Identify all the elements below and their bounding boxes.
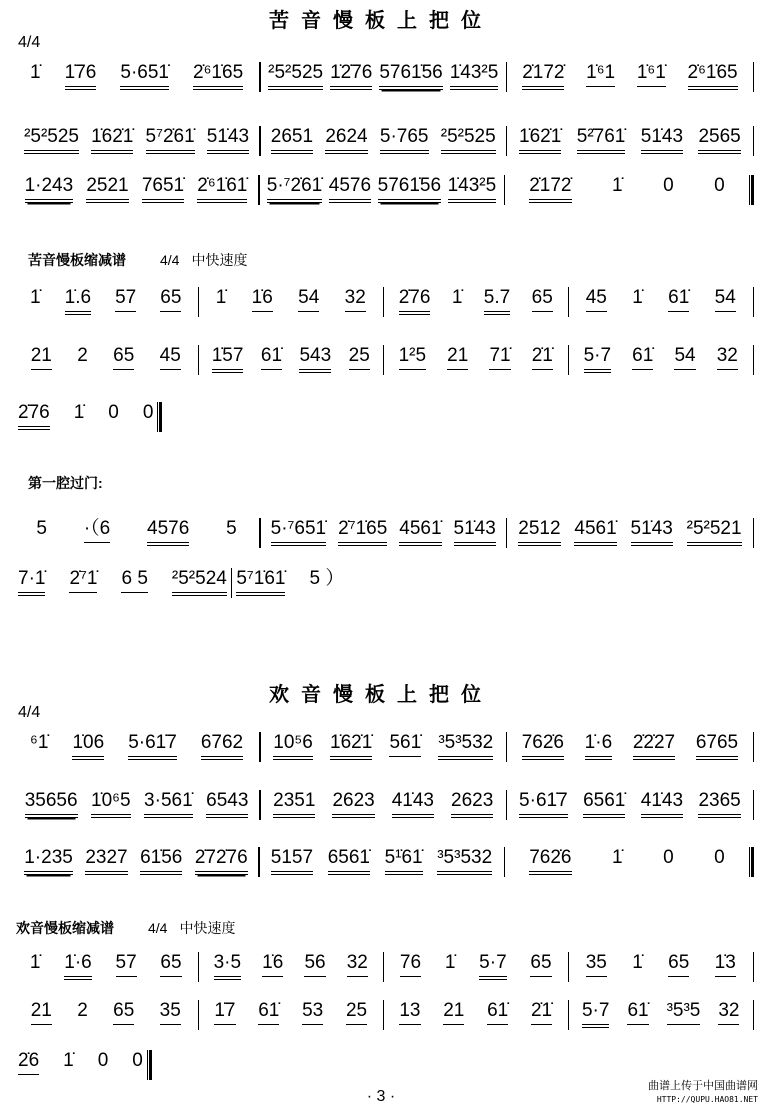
note-group: ⁶1̇ <box>30 732 49 753</box>
note-group: 1̇43²5 <box>448 175 497 203</box>
measure <box>232 568 348 596</box>
barline <box>753 126 755 156</box>
note-group: 6 5 <box>121 568 147 593</box>
staff-line <box>14 518 754 548</box>
note-group: 1̇ <box>29 952 41 973</box>
note-group: 1̇0⁶5 <box>91 790 131 818</box>
note-group: 1̇ <box>63 1050 74 1071</box>
measure <box>507 790 752 818</box>
staff-line <box>14 790 754 820</box>
note-group: 2̇⁶1̇61̇ <box>197 175 247 203</box>
note-group: 2565 <box>698 126 740 154</box>
note-group: ³5³532 <box>437 847 492 875</box>
section-heading: 苦音慢板缩减谱 <box>28 252 126 268</box>
note-group: 61̇ <box>627 1000 648 1025</box>
note-group: 2̇6 <box>18 1050 39 1075</box>
note-group: 51̇43 <box>641 126 683 154</box>
note-group: ³5³5 <box>667 1000 701 1025</box>
note-group: 4576 <box>147 518 189 546</box>
note-group: 2365 <box>698 790 740 818</box>
note-group: 32 <box>345 287 366 312</box>
note-group: 2 <box>77 1000 88 1021</box>
note-group: 5²̇761̇ <box>577 126 626 154</box>
measure <box>384 345 568 370</box>
note-group: 2̇76 <box>18 402 50 430</box>
note-group: 0 <box>714 847 725 868</box>
note-group: 65 <box>160 952 181 977</box>
note-group: 5·651̇ <box>120 62 169 90</box>
note-group: 1̇ <box>444 952 456 973</box>
note-group: 32 <box>717 345 738 370</box>
note-group: 2̇1̇ <box>531 1000 552 1025</box>
measure <box>507 62 752 90</box>
note-group: 1̇ <box>612 175 623 196</box>
note-group: 5⁷2̇61̇ <box>146 126 195 154</box>
note-group: 7·1̇ <box>18 568 45 596</box>
note-group: 21 <box>31 1000 52 1025</box>
note-group: ²5²524 <box>172 568 227 596</box>
note-group: 53 <box>302 1000 323 1025</box>
note-group: 51̇43 <box>454 518 496 546</box>
note-group: 5·61̇7 <box>128 732 177 760</box>
note-group: 1̇⁶1 <box>586 62 615 87</box>
note-group: ²5²525 <box>268 62 323 90</box>
note-group: 65 <box>530 952 551 977</box>
final-barline <box>749 175 754 205</box>
barline <box>753 287 755 317</box>
note-group: 1̇62̇1̇ <box>91 126 133 154</box>
note-group: 0 <box>108 402 119 423</box>
note-group: 1̇ <box>451 287 463 308</box>
final-barline <box>157 402 162 432</box>
note-group: 1̇.6 <box>65 287 91 315</box>
note-group: 1̇7 <box>214 1000 235 1025</box>
measure <box>14 175 258 203</box>
note-group: 41̇43 <box>641 790 683 818</box>
measure <box>14 126 259 154</box>
note-group: 32 <box>347 952 368 977</box>
note-group: 2̇⁶1̇65 <box>688 62 738 90</box>
note-group: 5·61̇7 <box>519 790 568 818</box>
barline <box>753 518 755 548</box>
note-group: 5¹̇61̇ <box>385 847 423 875</box>
note-group: 1̇2̇76 <box>330 62 372 90</box>
note-group: 1̇ <box>632 952 643 973</box>
note-group: 57 <box>115 287 136 312</box>
measure <box>261 790 506 818</box>
staff-line <box>14 175 754 205</box>
tempo-marking: 中快速度 <box>179 920 236 936</box>
note-group: 21 <box>31 345 52 370</box>
note-group: 1̇3 <box>715 952 736 977</box>
note-group: 561̇ <box>389 732 421 757</box>
measure <box>14 568 231 596</box>
staff-line <box>14 732 754 762</box>
measure <box>507 518 752 546</box>
note-group: ²5²521 <box>687 518 742 546</box>
section-heading: 欢音慢板缩减谱 <box>16 920 114 936</box>
staff-line <box>14 1000 754 1030</box>
watermark <box>648 1080 758 1106</box>
note-group: 5·765 <box>380 126 429 154</box>
note-group: 65 <box>668 952 689 977</box>
note-group: ·（6 <box>84 518 110 543</box>
note-group: 5761̇56 <box>379 62 442 90</box>
note-group: 0 <box>97 1050 109 1071</box>
note-group: 4561̇ <box>399 518 441 546</box>
measure <box>384 952 568 980</box>
note-group: ³5³532 <box>438 732 493 760</box>
note-group: 1²5 <box>399 345 426 370</box>
note-group: 51̇43 <box>207 126 249 154</box>
section-header <box>28 250 259 270</box>
measure <box>384 1000 568 1025</box>
note-group: 10⁵6 <box>273 732 313 760</box>
note-group: 61̇ <box>487 1000 508 1025</box>
note-group: 6561̇ <box>328 847 370 875</box>
note-group: 2624 <box>325 126 367 154</box>
note-group: 5·7 <box>584 345 611 373</box>
note-group: 1̇ <box>30 62 41 83</box>
time-signature: 4/4 <box>148 920 168 936</box>
measure <box>261 62 506 90</box>
note-group: 35656 <box>25 790 78 818</box>
note-group: 543 <box>299 345 331 373</box>
time-signature: 4/4 <box>18 34 41 51</box>
barline <box>753 952 755 982</box>
note-group: 1̇62̇1̇ <box>519 126 561 154</box>
final-barline <box>147 1050 152 1080</box>
measure <box>507 732 752 760</box>
measure <box>505 175 749 203</box>
barline <box>753 1000 755 1030</box>
measure <box>14 847 258 875</box>
note-group: 2 <box>77 345 88 366</box>
tempo-marking: 中快速度 <box>191 252 248 268</box>
note-group: 5·⁷651̇ <box>271 518 326 546</box>
note-group: 0 <box>714 175 725 196</box>
measure <box>569 1000 753 1028</box>
note-group: 2̇⁷1̇ <box>69 568 97 593</box>
measure <box>199 1000 383 1025</box>
note-group: 7651̇ <box>142 175 184 203</box>
measure <box>14 790 259 818</box>
note-group: 1̇6 <box>252 287 273 312</box>
note-group: 1̇·6 <box>64 952 91 980</box>
note-group: 57 <box>116 952 137 977</box>
staff-line <box>14 62 754 92</box>
measure <box>260 847 504 875</box>
barline <box>753 732 755 762</box>
note-group: 0 <box>663 175 674 196</box>
note-group: 5157 <box>271 847 313 875</box>
note-group: 5 ） <box>309 568 345 589</box>
note-group: 61̇56 <box>140 847 182 875</box>
note-group: 35 <box>160 1000 181 1025</box>
note-group: 1̇62̇1̇ <box>330 732 372 760</box>
note-group: 56 <box>304 952 325 977</box>
note-group: 5⁷1̇61̇ <box>236 568 285 596</box>
note-group: 1̇06 <box>72 732 104 760</box>
barline <box>753 62 755 92</box>
note-group: 3·5 <box>214 952 241 980</box>
page-number: · 3 · <box>366 1088 396 1105</box>
note-group: 2̇1̇ <box>532 345 553 370</box>
measure <box>384 287 568 315</box>
note-group: 2623 <box>332 790 374 818</box>
note-group: 76 <box>400 952 421 977</box>
final-barline <box>749 847 754 877</box>
note-group: 6561̇ <box>583 790 625 818</box>
measure <box>14 518 259 546</box>
measure <box>261 126 506 154</box>
note-group: 25 <box>349 345 370 370</box>
section-title: 苦音慢板上把位 <box>269 10 493 32</box>
note-group: 2̇2̇27 <box>633 732 675 760</box>
note-group: 51̇43 <box>631 518 673 546</box>
note-group: 2623 <box>451 790 493 818</box>
measure <box>14 732 259 760</box>
barline <box>753 345 755 375</box>
note-group: 1̇43²5 <box>450 62 499 90</box>
measure <box>14 1050 147 1075</box>
note-group: 54 <box>298 287 319 312</box>
section-title: 欢音慢板上把位 <box>269 684 493 706</box>
time-signature: 4/4 <box>160 252 180 268</box>
note-group: 2̇76 <box>399 287 431 315</box>
note-group: 0 <box>663 847 674 868</box>
note-group: 6762 <box>201 732 243 760</box>
measure <box>14 402 157 430</box>
note-group: 1̇ <box>215 287 227 308</box>
watermark-url: HTTP://QUPU.HAO81.NET <box>656 1095 758 1104</box>
note-group: 5·7 <box>582 1000 609 1028</box>
note-group: 5·⁷2̇61̇ <box>267 175 322 203</box>
note-group: 2651 <box>271 126 313 154</box>
note-group: 25 <box>346 1000 367 1025</box>
note-group: 2̇⁶1̇65 <box>193 62 243 90</box>
staff-line <box>14 287 754 317</box>
measure <box>569 952 753 977</box>
measure <box>261 518 506 546</box>
note-group: 2̇⁷1̇65 <box>338 518 387 546</box>
note-group: 61̇ <box>258 1000 279 1025</box>
time-signature: 4/4 <box>18 704 41 721</box>
note-group: 21 <box>443 1000 464 1025</box>
note-group: 65 <box>532 287 553 312</box>
measure <box>260 175 504 203</box>
note-group: 2̇172̇ <box>529 175 571 203</box>
note-group: 762̇6 <box>529 847 571 875</box>
measure <box>14 1000 198 1025</box>
measure <box>14 345 198 370</box>
measure <box>14 287 198 315</box>
note-group: 2̇172̇ <box>522 62 564 90</box>
section-header <box>16 918 247 938</box>
staff-line <box>14 952 754 982</box>
measure <box>569 345 753 373</box>
note-group: 6543 <box>206 790 248 818</box>
note-group: ²5²525 <box>441 126 496 154</box>
note-group: 2̇72̇76 <box>195 847 248 875</box>
note-group: 1̇6 <box>262 952 283 977</box>
measure <box>261 732 506 760</box>
note-group: 0 <box>132 1050 143 1071</box>
note-group: 5·7 <box>479 952 506 980</box>
note-group: 1̇·6 <box>585 732 612 760</box>
note-group: 1·235 <box>24 847 73 875</box>
note-group: 65 <box>113 1000 134 1025</box>
measure <box>199 952 383 980</box>
note-group: 35 <box>586 952 607 977</box>
note-group: 1̇57 <box>212 345 244 373</box>
note-group: 61̇ <box>261 345 282 370</box>
note-group: 1̇ <box>73 402 85 423</box>
note-group: 41̇43 <box>392 790 434 818</box>
note-group: 1̇ <box>632 287 643 308</box>
note-group: 1̇ <box>612 847 623 868</box>
note-group: 5 <box>36 518 47 539</box>
barline <box>753 790 755 820</box>
note-group: 32 <box>718 1000 739 1025</box>
watermark-text: 曲谱上传于中国曲谱网 <box>648 1080 758 1092</box>
note-group: 1̇⁶1̇ <box>637 62 666 87</box>
note-group: 5761̇56 <box>378 175 441 203</box>
note-group: 45 <box>586 287 607 312</box>
note-group: 61̇ <box>632 345 653 370</box>
note-group: 65 <box>113 345 134 370</box>
note-group: 54 <box>715 287 736 312</box>
staff-line <box>14 126 754 156</box>
measure <box>199 287 383 312</box>
measure <box>14 952 198 980</box>
staff-line <box>14 1050 754 1080</box>
note-group: 71̇ <box>489 345 510 370</box>
staff-line <box>14 568 754 598</box>
measure <box>569 287 753 312</box>
note-group: 0 <box>142 402 154 423</box>
measure <box>505 847 749 875</box>
note-group: 4561̇ <box>574 518 616 546</box>
note-group: 4576 <box>329 175 371 203</box>
note-group: 2351 <box>273 790 315 818</box>
note-group: 1̇76 <box>65 62 97 90</box>
section-heading: 第一腔过门: <box>28 475 103 491</box>
note-group: 2521 <box>86 175 128 203</box>
note-group: 6765 <box>696 732 738 760</box>
note-group: 61̇ <box>668 287 689 312</box>
measure <box>507 126 752 154</box>
note-group: 762̇6 <box>522 732 564 760</box>
note-group: 3·561̇ <box>144 790 193 818</box>
note-group: 1·243 <box>25 175 74 203</box>
staff-line <box>14 345 754 375</box>
staff-line <box>14 847 754 877</box>
note-group: 2327 <box>85 847 127 875</box>
measure <box>14 62 259 90</box>
note-group: 5.7 <box>484 287 510 315</box>
note-group: 5 <box>226 518 237 539</box>
note-group: 13 <box>399 1000 420 1025</box>
note-group: 54 <box>674 345 695 370</box>
note-group: 2512 <box>518 518 560 546</box>
staff-line <box>14 402 754 432</box>
note-group: 45 <box>160 345 181 370</box>
measure <box>199 345 383 373</box>
note-group: ²5²525 <box>24 126 79 154</box>
note-group: 1̇ <box>30 287 41 308</box>
note-group: 21 <box>447 345 468 370</box>
note-group: 65 <box>160 287 181 312</box>
